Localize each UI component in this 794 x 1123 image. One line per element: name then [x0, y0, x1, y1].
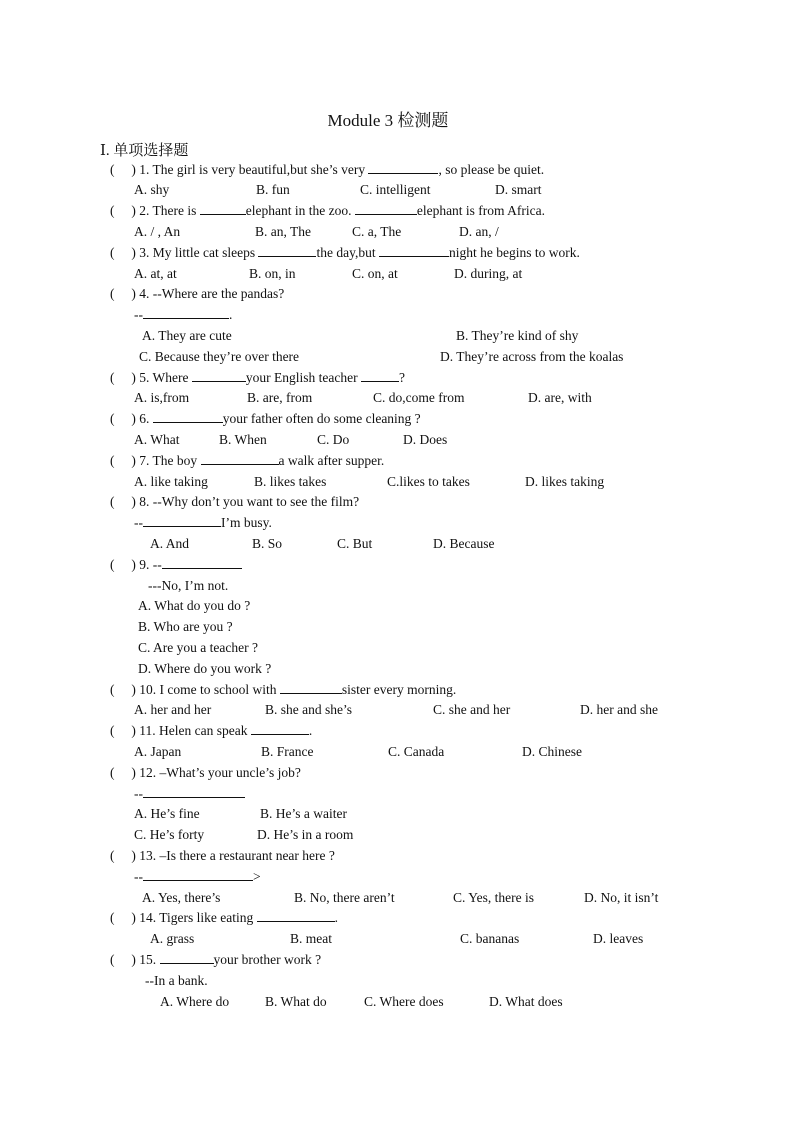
period: .: [229, 307, 233, 322]
paren-open: (: [110, 453, 115, 468]
question-3-stem: ) 3. My little cat sleeps: [131, 245, 256, 260]
question-5-stem: ) 5. Where: [131, 370, 189, 385]
q2-option-c[interactable]: C. a, The: [352, 224, 402, 239]
q6-option-a[interactable]: A. What: [134, 432, 180, 447]
answer-blank[interactable]: [361, 369, 399, 382]
section-heading: Ⅰ. 单项选择题: [100, 143, 189, 159]
question-15-response: --In a bank.: [145, 973, 208, 988]
question-6-stem: ) 6.: [131, 411, 150, 426]
question-3-mid: the day,but: [316, 245, 376, 260]
q13-option-a[interactable]: A. Yes, there’s: [142, 890, 221, 905]
q1-option-b[interactable]: B. fun: [256, 182, 290, 197]
paren-open: (: [110, 203, 115, 218]
paren-open: (: [110, 494, 115, 509]
q14-option-d[interactable]: D. leaves: [593, 931, 644, 946]
q12-option-b[interactable]: B. He’s a waiter: [260, 806, 347, 821]
q6-option-b[interactable]: B. When: [219, 432, 267, 447]
q2-option-b[interactable]: B. an, The: [255, 224, 311, 239]
q5-option-c[interactable]: C. do,come from: [373, 390, 465, 405]
question-1: [110, 161, 544, 179]
q11-option-a[interactable]: A. Japan: [134, 744, 182, 759]
answer-blank[interactable]: [355, 202, 417, 215]
question-14-stem: ) 14. Tigers like eating: [131, 910, 254, 925]
q1-option-c[interactable]: C. intelligent: [360, 182, 431, 197]
question-8-response: [134, 514, 272, 532]
q1-option-d[interactable]: D. smart: [495, 182, 542, 197]
answer-blank[interactable]: [162, 556, 242, 569]
q15-option-d[interactable]: D. What does: [489, 994, 563, 1009]
paren-open: (: [110, 286, 115, 301]
question-7: [110, 452, 384, 470]
q11-option-d[interactable]: D. Chinese: [522, 744, 582, 759]
question-6: [110, 410, 421, 428]
q9-option-c[interactable]: C. Are you a teacher ?: [138, 640, 258, 655]
question-13: [110, 847, 335, 865]
question-15: [110, 951, 321, 969]
response-text: I’m busy.: [221, 515, 272, 530]
q6-option-c[interactable]: C. Do: [317, 432, 350, 447]
question-3: [110, 244, 580, 262]
question-1-stem: ) 1. The girl is very beautiful,but she’s very: [131, 162, 366, 177]
q13-option-c[interactable]: C. Yes, there is: [453, 890, 535, 905]
q2-option-d[interactable]: D. an, /: [459, 224, 499, 239]
question-4: [110, 285, 284, 303]
q11-option-b[interactable]: B. France: [261, 744, 314, 759]
question-5-after: ?: [398, 370, 405, 385]
dash: --: [134, 786, 143, 801]
q15-option-a[interactable]: A. Where do: [160, 994, 230, 1009]
question-9: [110, 556, 242, 574]
paren-open: (: [110, 162, 115, 177]
answer-blank[interactable]: [143, 514, 221, 527]
answer-blank[interactable]: [153, 410, 223, 423]
paren-open: (: [110, 370, 115, 385]
answer-blank[interactable]: [192, 369, 246, 382]
paren-open: (: [110, 910, 115, 925]
question-2-mid: elephant in the zoo.: [245, 203, 352, 218]
question-10-stem: ) 10. I come to school with: [131, 682, 277, 697]
answer-blank[interactable]: [257, 909, 335, 922]
answer-blank[interactable]: [251, 722, 309, 735]
q1-option-a[interactable]: A. shy: [134, 182, 170, 197]
q2-option-a[interactable]: A. / , An: [134, 224, 181, 239]
question-13-stem: ) 13. –Is there a restaurant near here ?: [131, 848, 335, 863]
q3-option-a[interactable]: A. at, at: [134, 266, 177, 281]
question-2-after: elephant is from Africa.: [416, 203, 546, 218]
q10-option-d[interactable]: D. her and she: [580, 702, 658, 717]
question-13-response: [134, 868, 261, 886]
paren-open: (: [110, 723, 115, 738]
q4-option-c[interactable]: C. Because they’re over there: [139, 349, 300, 364]
answer-blank[interactable]: [143, 306, 229, 319]
q4-option-a[interactable]: A. They are cute: [142, 328, 232, 343]
question-9-response: ---No, I’m not.: [148, 578, 229, 593]
paren-open: (: [110, 682, 115, 697]
q14-option-a[interactable]: A. grass: [150, 931, 195, 946]
q4-option-b[interactable]: B. They’re kind of shy: [456, 328, 579, 343]
answer-blank[interactable]: [368, 161, 438, 174]
question-7-after: a walk after supper.: [278, 453, 385, 468]
question-1-after: , so please be quiet.: [438, 162, 545, 177]
q11-option-c[interactable]: C. Canada: [388, 744, 445, 759]
answer-blank[interactable]: [143, 868, 253, 881]
q7-option-c[interactable]: C.likes to takes: [387, 474, 470, 489]
q8-option-a[interactable]: A. And: [150, 536, 190, 551]
question-8: [110, 493, 359, 511]
answer-blank[interactable]: [143, 785, 245, 798]
q3-option-b[interactable]: B. on, in: [249, 266, 296, 281]
dash: --: [134, 869, 143, 884]
response-mark: >: [253, 869, 261, 884]
dash: --: [134, 515, 143, 530]
q8-option-c[interactable]: C. But: [337, 536, 373, 551]
q4-option-d[interactable]: D. They’re across from the koalas: [440, 349, 624, 364]
question-11: [110, 722, 312, 740]
question-2: [110, 202, 545, 220]
question-5: [110, 369, 405, 387]
q6-option-d[interactable]: D. Does: [403, 432, 448, 447]
paren-open: (: [110, 848, 115, 863]
answer-blank[interactable]: [200, 202, 246, 215]
q9-option-a[interactable]: A. What do you do ?: [138, 598, 251, 613]
question-15-stem: ) 15.: [131, 952, 157, 967]
answer-blank[interactable]: [201, 452, 279, 465]
question-3-after: night he begins to work.: [448, 245, 580, 260]
question-11-after: .: [308, 723, 313, 738]
q7-option-d[interactable]: D. likes taking: [525, 474, 605, 489]
page-title: Module 3 检测题: [327, 111, 449, 130]
answer-blank[interactable]: [379, 244, 449, 257]
paren-open: (: [110, 952, 115, 967]
dash: --: [134, 307, 143, 322]
paren-open: (: [110, 411, 115, 426]
question-14: [110, 909, 338, 927]
question-12-stem: ) 12. –What’s your uncle’s job?: [131, 765, 301, 780]
question-8-stem: ) 8. --Why don’t you want to see the film?: [131, 494, 360, 509]
q12-option-c[interactable]: C. He’s forty: [134, 827, 205, 842]
q5-option-d[interactable]: D. are, with: [528, 390, 592, 405]
question-12-response: [134, 785, 245, 803]
question-11-stem: ) 11. Helen can speak: [131, 723, 248, 738]
paren-open: (: [110, 557, 115, 572]
q10-option-a[interactable]: A. her and her: [134, 702, 212, 717]
q7-option-a[interactable]: A. like taking: [134, 474, 208, 489]
q7-option-b[interactable]: B. likes takes: [254, 474, 327, 489]
question-9-stem: ) 9. --: [131, 557, 162, 572]
q14-option-b[interactable]: B. meat: [290, 931, 332, 946]
question-10-after: sister every morning.: [341, 682, 457, 697]
q14-option-c[interactable]: C. bananas: [460, 931, 520, 946]
q10-option-b[interactable]: B. she and she’s: [265, 702, 352, 717]
question-12: [110, 764, 301, 782]
q3-option-d[interactable]: D. during, at: [454, 266, 523, 281]
q9-option-b[interactable]: B. Who are you ?: [138, 619, 233, 634]
question-4-response: [134, 306, 232, 324]
question-5-mid: your English teacher: [245, 370, 358, 385]
question-4-stem: ) 4. --Where are the pandas?: [131, 286, 285, 301]
q15-option-b[interactable]: B. What do: [265, 994, 327, 1009]
question-2-stem: ) 2. There is: [131, 203, 197, 218]
q12-option-d[interactable]: D. He’s in a room: [257, 827, 354, 842]
q9-option-d[interactable]: D. Where do you work ?: [138, 661, 272, 676]
q3-option-c[interactable]: C. on, at: [352, 266, 398, 281]
question-14-after: .: [334, 910, 338, 925]
q15-option-c[interactable]: C. Where does: [364, 994, 444, 1009]
q12-option-a[interactable]: A. He’s fine: [134, 806, 200, 821]
q10-option-c[interactable]: C. she and her: [433, 702, 511, 717]
q5-option-a[interactable]: A. is,from: [134, 390, 190, 405]
answer-blank[interactable]: [280, 681, 342, 694]
q13-option-b[interactable]: B. No, there aren’t: [294, 890, 395, 905]
q13-option-d[interactable]: D. No, it isn’t: [584, 890, 659, 905]
answer-blank[interactable]: [258, 244, 316, 257]
paren-open: (: [110, 765, 115, 780]
question-10: [110, 681, 456, 699]
q8-option-d[interactable]: D. Because: [433, 536, 495, 551]
question-7-stem: ) 7. The boy: [131, 453, 198, 468]
answer-blank[interactable]: [160, 951, 214, 964]
paren-open: (: [110, 245, 115, 260]
question-6-after: your father often do some cleaning ?: [222, 411, 421, 426]
q5-option-b[interactable]: B. are, from: [247, 390, 313, 405]
q8-option-b[interactable]: B. So: [252, 536, 283, 551]
question-15-after: your brother work ?: [213, 952, 322, 967]
